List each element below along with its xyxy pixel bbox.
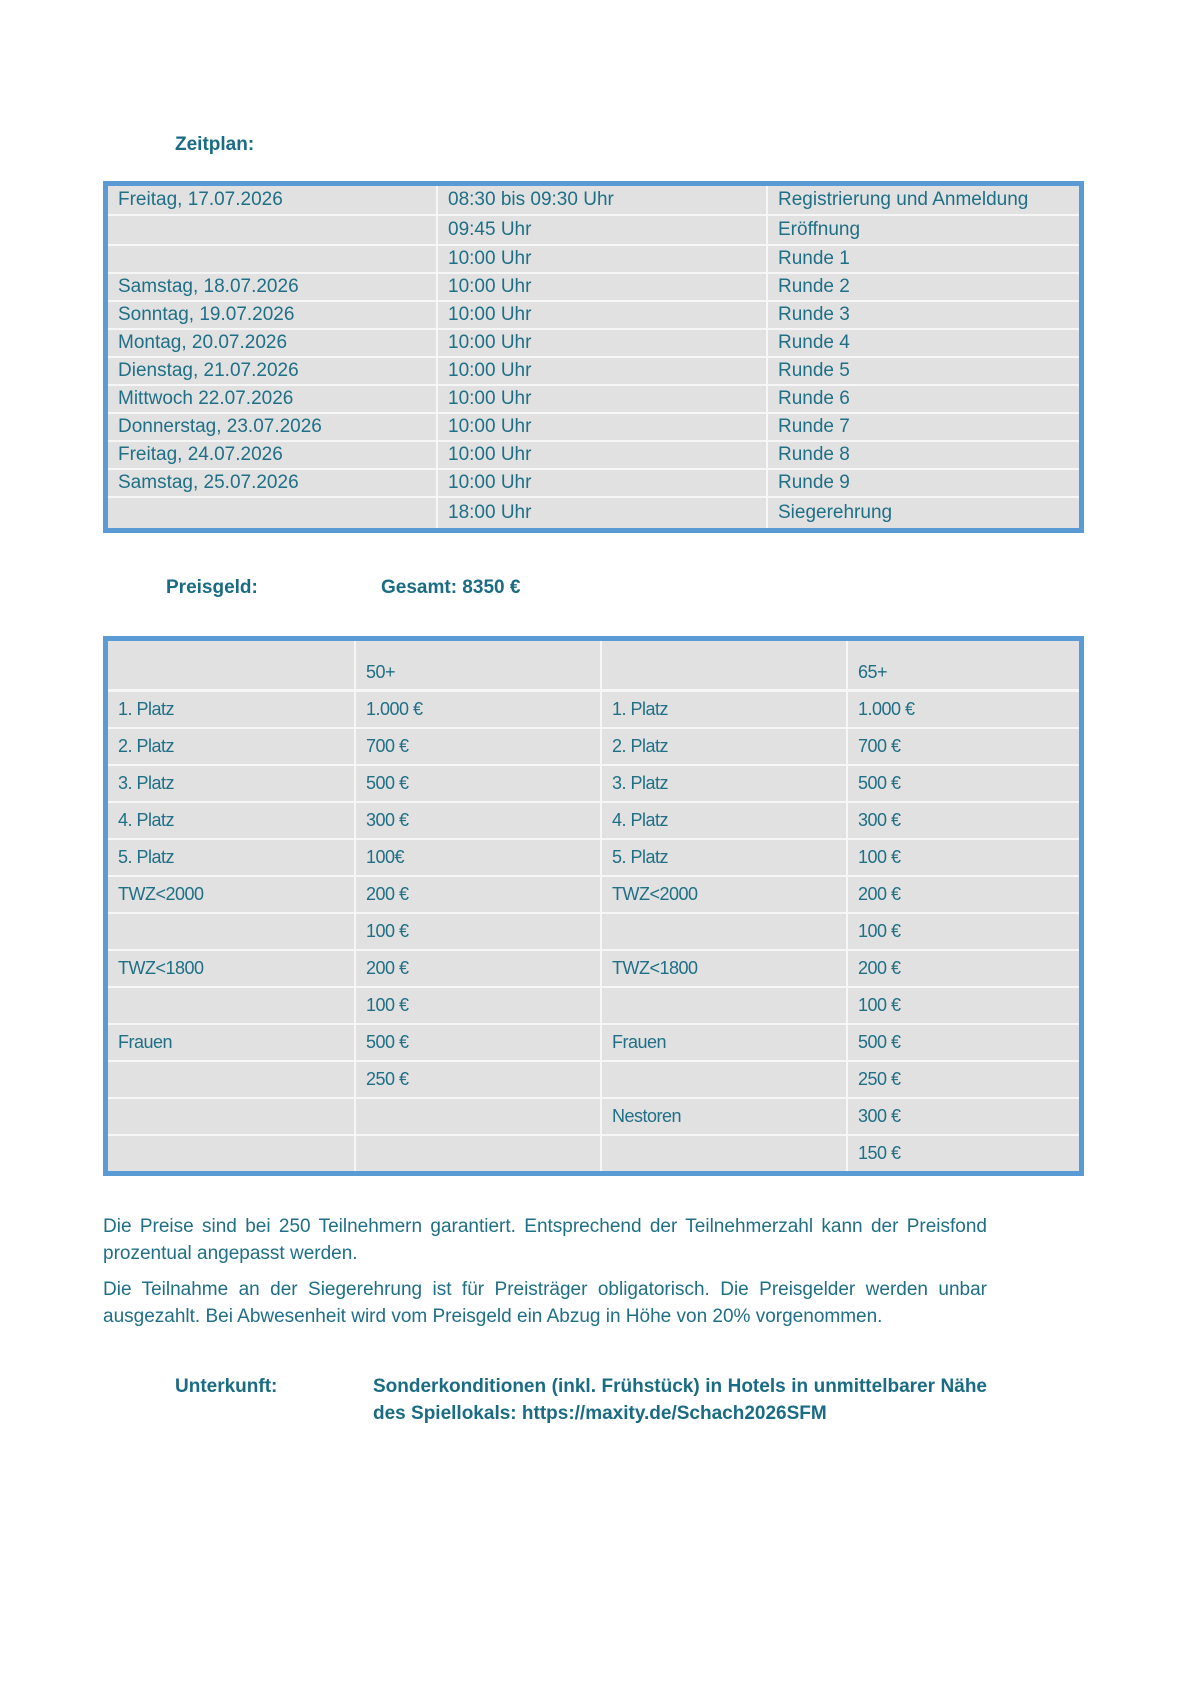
prize-row — [106, 1061, 1082, 1098]
schedule-event: Runde 4 — [767, 329, 1082, 357]
prize-amount-b: 200 € — [847, 876, 1082, 913]
schedule-event: Runde 6 — [767, 385, 1082, 413]
prize-amount-a: 300 € — [355, 802, 601, 839]
prize-amount-a: 200 € — [355, 950, 601, 987]
prize-label-b: 5. Platz — [601, 839, 847, 876]
prize-guarantee-note: Die Preise sind bei 250 Teilnehmern garantiert. Entsprechend der Teilnehmerzahl kann der Preisfond prozentual angepasst werden. — [103, 1216, 987, 1264]
prize-label-b — [601, 1135, 847, 1174]
prize-label-b: 2. Platz — [601, 728, 847, 765]
schedule-time: 10:00 Uhr — [437, 245, 767, 273]
prize-total: Gesamt: 8350 € — [381, 577, 521, 598]
prize-label-a — [106, 1061, 356, 1098]
prize-label-b: 4. Platz — [601, 802, 847, 839]
schedule-heading: Zeitplan: — [175, 134, 255, 155]
prize-amount-b: 150 € — [858, 1143, 901, 1163]
prize-row — [106, 913, 1082, 950]
prize-label-a: TWZ<2000 — [106, 876, 356, 913]
prize-label-a: Frauen — [106, 1024, 356, 1061]
prize-amount-b: 500 € — [847, 1024, 1082, 1061]
prize-amount-b: 1.000 € — [847, 691, 1082, 729]
schedule-event: Runde 3 — [767, 301, 1082, 329]
prize-amount-a: 100€ — [355, 839, 601, 876]
prize-row — [106, 839, 1082, 876]
prize-header-row — [106, 639, 1082, 691]
schedule-row — [106, 245, 1082, 273]
prize-amount-b: 100 € — [847, 913, 1082, 950]
schedule-date: Mittwoch 22.07.2026 — [106, 385, 438, 413]
schedule-date — [106, 215, 438, 245]
schedule-event: Siegerehrung — [767, 497, 1082, 531]
prize-label-a: 4. Platz — [106, 802, 356, 839]
prize-label-b — [601, 913, 847, 950]
prize-amount-b: 300 € — [847, 1098, 1082, 1135]
prize-row — [106, 950, 1082, 987]
prize-amount-a: 200 € — [355, 876, 601, 913]
schedule-time: 10:00 Uhr — [437, 385, 767, 413]
schedule-row — [106, 357, 1082, 385]
schedule-date: Samstag, 25.07.2026 — [106, 469, 438, 497]
prize-label-b: TWZ<2000 — [601, 876, 847, 913]
prize-table — [103, 636, 1084, 1176]
prize-label-b: Nestoren — [601, 1098, 847, 1135]
schedule-time: 10:00 Uhr — [437, 441, 767, 469]
prize-label-a: 1. Platz — [106, 691, 356, 729]
prize-amount-b: 300 € — [847, 802, 1082, 839]
prize-label-a: 5. Platz — [106, 839, 356, 876]
schedule-date: Dienstag, 21.07.2026 — [106, 357, 438, 385]
schedule-date — [106, 245, 438, 273]
schedule-row — [106, 385, 1082, 413]
prize-label-a — [106, 1135, 356, 1174]
prize-row — [106, 802, 1082, 839]
schedule-row — [106, 329, 1082, 357]
schedule-date: Freitag, 24.07.2026 — [106, 441, 438, 469]
schedule-row — [106, 215, 1082, 245]
schedule-date: Donnerstag, 23.07.2026 — [106, 413, 438, 441]
prize-group-a: 50+ — [355, 639, 601, 691]
schedule-event: Registrierung und Anmeldung — [767, 184, 1082, 216]
prize-group-b: 65+ — [847, 639, 1082, 691]
prize-amount-a: 100 € — [355, 987, 601, 1024]
schedule-row — [106, 273, 1082, 301]
prize-row — [106, 1098, 1082, 1135]
schedule-row — [106, 301, 1082, 329]
prize-amount-b: 250 € — [847, 1061, 1082, 1098]
schedule-date: Montag, 20.07.2026 — [106, 329, 438, 357]
schedule-row — [106, 184, 1082, 216]
schedule-date: Freitag, 17.07.2026 — [106, 184, 438, 216]
prize-header-empty-b — [601, 639, 847, 691]
schedule-event: Runde 8 — [767, 441, 1082, 469]
schedule-time: 10:00 Uhr — [437, 469, 767, 497]
schedule-date: Samstag, 18.07.2026 — [106, 273, 438, 301]
prize-amount-a: 500 € — [355, 765, 601, 802]
prize-amount-a: 1.000 € — [355, 691, 601, 729]
prize-label-a: TWZ<1800 — [106, 950, 356, 987]
prize-label-b — [601, 987, 847, 1024]
lodging-label: Unterkunft: — [175, 1376, 278, 1397]
lodging-text: Sonderkonditionen (inkl. Frühstück) in Hotels in unmittelbarer Nähe des Spiellokals: https://maxity.de/Schach2026SFM — [373, 1376, 987, 1424]
schedule-date: Sonntag, 19.07.2026 — [106, 301, 438, 329]
schedule-event: Runde 1 — [767, 245, 1082, 273]
prize-row — [106, 876, 1082, 913]
prize-label-b: TWZ<1800 — [601, 950, 847, 987]
schedule-table — [103, 181, 1084, 533]
schedule-time: 08:30 bis 09:30 Uhr — [437, 184, 767, 216]
schedule-event: Runde 5 — [767, 357, 1082, 385]
schedule-time: 10:00 Uhr — [437, 357, 767, 385]
schedule-row — [106, 413, 1082, 441]
schedule-event: Eröffnung — [767, 215, 1082, 245]
prize-label-a — [106, 1098, 356, 1135]
prize-row — [106, 1135, 1082, 1174]
prize-amount-b: 100 € — [847, 987, 1082, 1024]
prize-row — [106, 1024, 1082, 1061]
schedule-time: 10:00 Uhr — [437, 301, 767, 329]
schedule-event: Runde 7 — [767, 413, 1082, 441]
schedule-time: 10:00 Uhr — [437, 413, 767, 441]
schedule-row — [106, 497, 1082, 531]
prize-header-empty-a — [106, 639, 356, 691]
schedule-time: 10:00 Uhr — [437, 273, 767, 301]
prize-amount-a — [355, 1135, 601, 1174]
schedule-event: Runde 2 — [767, 273, 1082, 301]
prize-amount-b: 700 € — [847, 728, 1082, 765]
prize-row — [106, 728, 1082, 765]
schedule-time: 09:45 Uhr — [437, 215, 767, 245]
prize-label-b: 3. Platz — [601, 765, 847, 802]
prize-amount-b: 200 € — [847, 950, 1082, 987]
ceremony-note: Die Teilnahme an der Siegerehrung ist für Preisträger obligatorisch. Die Preisgelder werden unbar ausgezahlt. Bei Abwesenheit wird vom Preisgeld ein Abzug in Höhe von 20% vorgenommen. — [103, 1279, 987, 1327]
prize-amount-a — [355, 1098, 601, 1135]
schedule-date — [106, 497, 438, 531]
prize-amount-a: 700 € — [355, 728, 601, 765]
prize-row — [106, 987, 1082, 1024]
prize-row — [106, 765, 1082, 802]
prize-label-b — [601, 1061, 847, 1098]
schedule-row — [106, 441, 1082, 469]
schedule-time: 18:00 Uhr — [437, 497, 767, 531]
schedule-event: Runde 9 — [767, 469, 1082, 497]
schedule-row — [106, 469, 1082, 497]
prize-amount-b: 100 € — [847, 839, 1082, 876]
prize-heading: Preisgeld: — [166, 577, 258, 598]
prize-label-a — [106, 987, 356, 1024]
schedule-time: 10:00 Uhr — [437, 329, 767, 357]
prize-row — [106, 691, 1082, 729]
prize-label-a: 2. Platz — [106, 728, 356, 765]
prize-amount-a: 250 € — [355, 1061, 601, 1098]
prize-amount-a: 100 € — [355, 913, 601, 950]
prize-amount-a: 500 € — [355, 1024, 601, 1061]
prize-amount-b: 500 € — [847, 765, 1082, 802]
prize-label-b: 1. Platz — [601, 691, 847, 729]
prize-label-a — [106, 913, 356, 950]
prize-label-b: Frauen — [601, 1024, 847, 1061]
prize-label-a: 3. Platz — [106, 765, 356, 802]
